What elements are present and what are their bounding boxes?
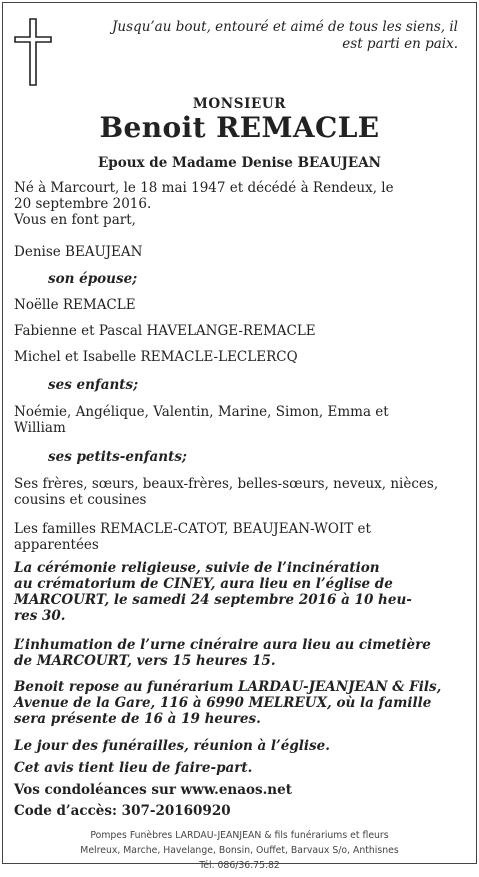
condolences-text: Vos condoléances sur www.enaos.net (14, 782, 292, 798)
inhumation-line: L’inhumation de l’urne cinéraire aura lieu au cimetière (14, 637, 431, 653)
honorific: MONSIEUR (192, 96, 287, 112)
cross-icon (13, 17, 53, 87)
funeral-home-line: Benoit repose au funérarium LARDAU-JEANJEAN & Fils, (14, 679, 442, 695)
birth-death-text (14, 180, 466, 228)
announce-text: Vous en font part, (14, 212, 136, 228)
siblings-text (14, 476, 466, 508)
footer-line: Melreux, Marche, Havelange, Bonsin, Ouffet, Barvaux S/o, Anthisnes (80, 845, 399, 856)
birth-death-line: Né à Marcourt, le 18 mai 1947 et décédé à Rendeux, le (14, 180, 394, 196)
families-line: Les familles REMACLE-CATOT, BEAUJEAN-WOIT et (14, 521, 371, 537)
child-name: Michel et Isabelle REMACLE-LECLERCQ (14, 349, 298, 365)
siblings-line: Ses frères, sœurs, beaux-frères, belles-sœurs, neveux, nièces, (14, 476, 439, 492)
ceremony-line: MARCOURT, le samedi 24 septembre 2016 à 10 heu- (14, 592, 412, 608)
funeral-home-line: Avenue de la Gare, 116 à 6990 MELREUX, où la famille (14, 695, 432, 711)
funeral-home-text (14, 679, 466, 727)
inhumation-line: de MARCOURT, vers 15 heures 15. (14, 653, 276, 669)
epigraph-line: est parti en paix. (342, 36, 458, 52)
inhumation-text (14, 637, 466, 669)
ceremony-text (14, 560, 466, 624)
deceased-name: Benoit REMACLE (99, 111, 380, 144)
child-name: Fabienne et Pascal HAVELANGE-REMACLE (14, 323, 316, 339)
footer-line: Tél. 086/36.75.82 (199, 860, 280, 871)
label-children: ses enfants; (48, 377, 139, 393)
grandchildren-line: William (14, 420, 66, 436)
birth-death-line: 20 septembre 2016. (14, 196, 152, 212)
faire-part-text: Cet avis tient lieu de faire-part. (14, 760, 253, 776)
access-code: Code d’accès: 307-20160920 (14, 803, 231, 819)
grandchildren-line: Noémie, Angélique, Valentin, Marine, Simon, Emma et (14, 404, 389, 420)
label-grandchildren: ses petits-enfants; (48, 449, 187, 465)
grandchildren-text (14, 404, 466, 436)
footer-line: Pompes Funèbres LARDAU-JEANJEAN & fils funérariums et fleurs (90, 830, 389, 841)
spouse-name: Denise BEAUJEAN (14, 244, 143, 260)
obituary-notice (2, 2, 477, 871)
spouse-line: Epoux de Madame Denise BEAUJEAN (97, 155, 382, 171)
label-spouse: son épouse; (48, 271, 138, 287)
siblings-line: cousins et cousines (14, 492, 147, 508)
families-text (14, 521, 466, 553)
families-line: apparentées (14, 537, 99, 553)
epigraph-line: Jusqu’au bout, entouré et aimé de tous les siens, il (112, 19, 458, 35)
ceremony-line: au crématorium de CINEY, aura lieu en l’église de (14, 576, 393, 592)
ceremony-line: La cérémonie religieuse, suivie de l’incinération (14, 560, 380, 576)
reunion-text: Le jour des funérailles, réunion à l’église. (14, 738, 330, 754)
ceremony-line: res 30. (14, 608, 66, 624)
epigraph (98, 19, 458, 53)
funeral-home-line: sera présente de 16 à 19 heures. (14, 711, 261, 727)
child-name: Noëlle REMACLE (14, 297, 136, 313)
funeral-home-footer (3, 828, 476, 873)
